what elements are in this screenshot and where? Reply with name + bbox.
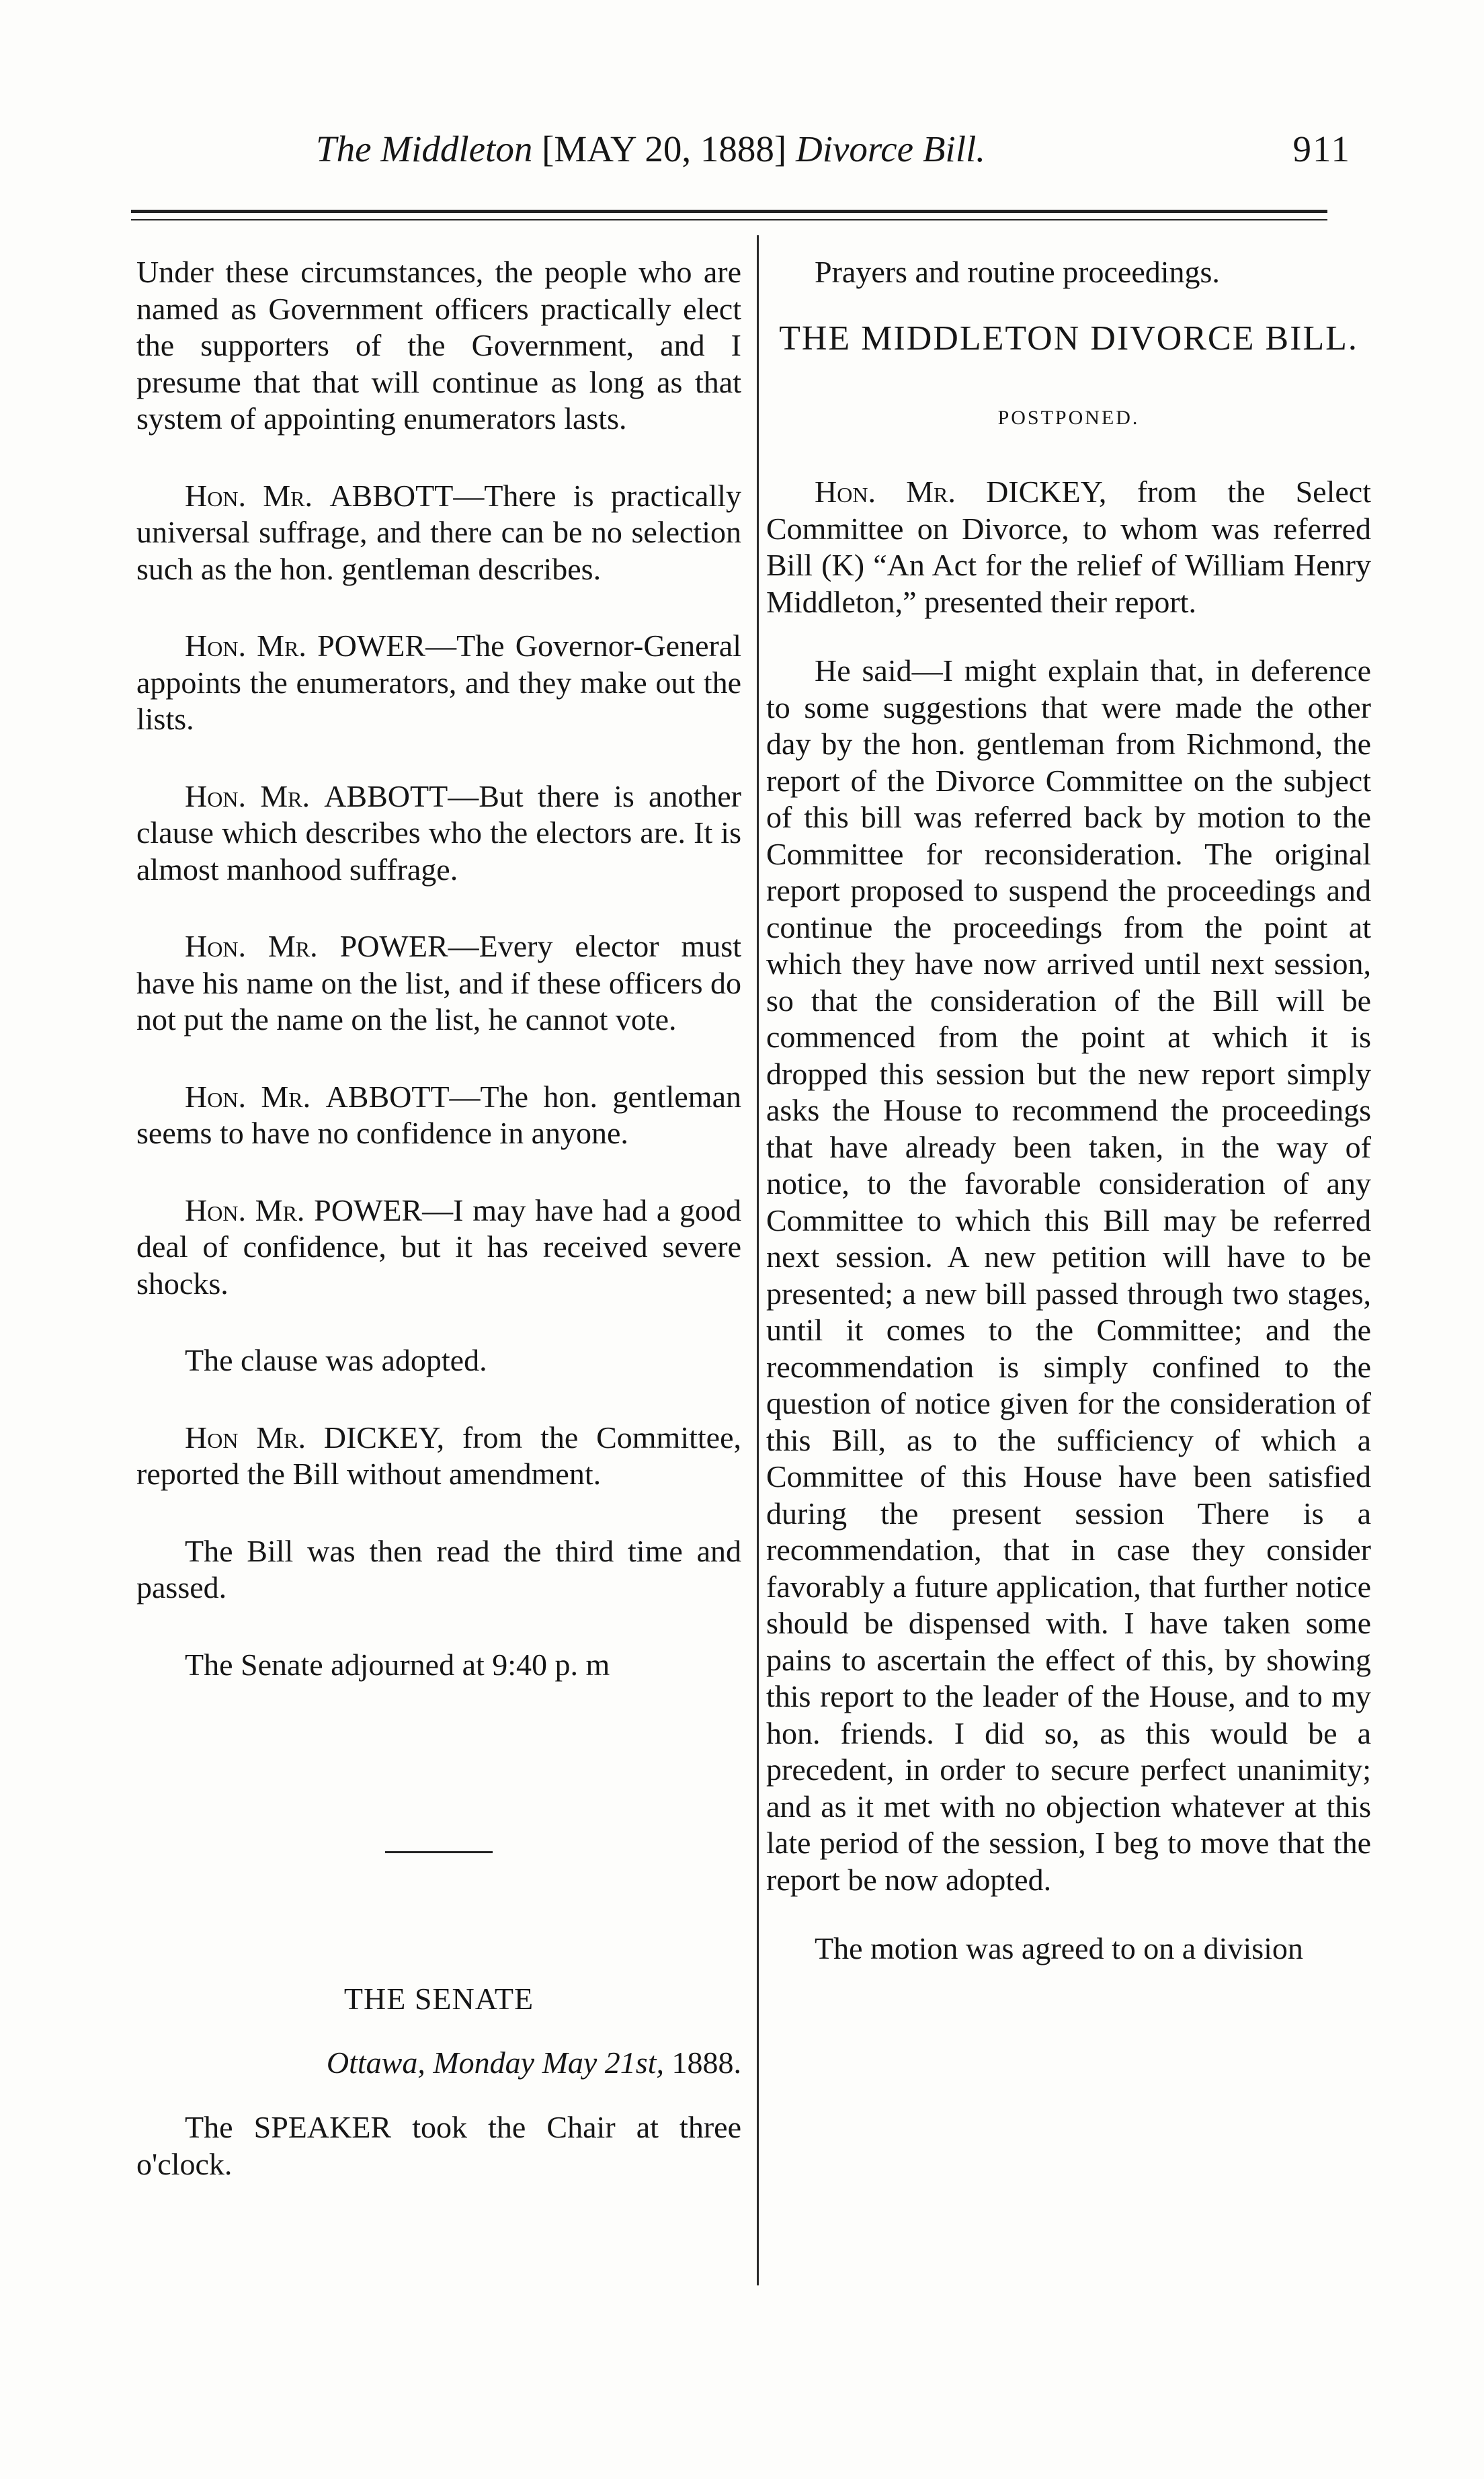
speech-text: —The hon. gentleman seems to have no confidence in anyone. — [136, 1079, 742, 1150]
header-rule-thin — [131, 219, 1327, 220]
speech-paragraph — [136, 778, 741, 889]
speaker-title: Hon. Mr. — [815, 475, 987, 509]
speech-text: —But there is another clause which describes who the electors are. It is almost manhood suffrage. — [136, 778, 741, 887]
speaker-name: ABBOTT — [324, 778, 448, 813]
running-title — [316, 128, 985, 170]
speech-text: , from the Select Committee on Divorce, to whom was referred Bill (K) “An Act for the relief of William Henry Middleton,” presented their report. — [766, 475, 1371, 619]
speech-paragraph — [136, 1079, 741, 1152]
speaker-title: Hon. Mr. — [185, 1079, 326, 1114]
speaker-name: ABBOTT — [329, 478, 454, 513]
speaker-name: POWER — [314, 1192, 423, 1227]
speech-paragraph — [136, 628, 741, 738]
paragraph: He said—I might explain that, in deference to some suggestions that were made the other day by the hon. gentleman from Richmond, the report of the Divorce Committee on the subject of this bill was referred back by motion to the Committee for reconsideration. The original report proposed to suspend the proceedings and continue the proceedings from the point at which they have now arrived until next session, so that the consideration of the Bill will be commenced from the point at which it is dropped this session but the new report simply asks the House to recommend the proceedings that have already been taken, in the way of notice, to the favorable consideration of any Committee to which this Bill may be referred next session. A new petition will have to be presented; a new bill passed through two stages, until it comes to the Committee; and the recommendation is simply confined to the question of notice given for the consideration of this Bill, as to the sufficiency of which a Committee of this House have been satisfied during the present session There is a recommendation, that in case they consider favorably a future application, that further notice should be dispensed with. I have taken some pains to ascertain the effect of this, by showing this report to the leader of the House, and to my hon. friends. I did so, as this would be a precedent, in order to secure perfect unanimity; and as it met with no objection whatever at this late period of the session, I beg to move that the report be now adopted. — [766, 653, 1371, 1897]
senate-heading: THE SENATE — [343, 1982, 534, 2016]
left-column — [136, 254, 741, 2183]
column-divider — [757, 235, 759, 2285]
header-rule-thick — [131, 210, 1327, 213]
speech-paragraph — [136, 928, 741, 1039]
speech-text: —Every elector must have his name on the list, and if these officers do not put the name on the list, he cannot vote. — [136, 929, 741, 1037]
page-number: 911 — [1292, 128, 1351, 169]
speech-paragraph — [136, 1420, 741, 1493]
paragraph: The motion was agreed to on a division — [815, 1931, 1303, 1965]
speech-paragraph — [136, 1192, 741, 1303]
speaker-name: ABBOTT — [325, 1079, 450, 1114]
date-year: 1888. — [671, 2045, 741, 2080]
paragraph: Prayers and routine proceedings. — [815, 255, 1220, 289]
title-date: [MAY 20, 1888] — [542, 128, 787, 169]
paragraph: The Bill was then read the third time and passed. — [136, 1533, 741, 1604]
speaker-name: DICKEY — [986, 475, 1099, 509]
speaker-title: Hon. Mr. — [185, 628, 318, 663]
paragraph: Under these circumstances, the people who are named as Government officers practically elect the supporters of the Government, and I presume that that will continue as long as that system of appointing enumerators lasts. — [136, 255, 741, 436]
title-part-2: Divorce Bill. — [795, 128, 986, 169]
title-part-1: The Middleton — [316, 128, 533, 169]
speaker-name: DICKEY — [323, 1420, 437, 1455]
speaker-name: POWER — [339, 929, 448, 963]
paragraph: The clause was adopted. — [185, 1343, 487, 1377]
paragraph: The Senate adjourned at 9:40 p. m — [185, 1647, 610, 1682]
section-subheading: POSTPONED. — [997, 406, 1140, 429]
speech-text: , from the Committee, reported the Bill without amendment. — [136, 1420, 741, 1491]
speaker-title: Hon Mr. — [185, 1420, 324, 1455]
speech-paragraph — [766, 474, 1371, 620]
date-place: Ottawa, Monday May 21st, — [326, 2045, 672, 2080]
right-column — [766, 254, 1371, 1967]
speech-text: —I may have had a good deal of confidence, but it has received severe shocks. — [136, 1192, 742, 1301]
speech-paragraph — [136, 478, 741, 588]
speech-text: —There is practically universal suffrage, and there can be no selection such as the hon. gentleman describes. — [136, 478, 742, 586]
sitting-date — [136, 2045, 741, 2082]
speaker-title: Hon. Mr. — [185, 1192, 315, 1227]
speaker-title: Hon. Mr. — [185, 778, 325, 813]
speaker-name: POWER — [317, 628, 426, 663]
paragraph: The SPEAKER took the Chair at three o'clock. — [136, 2110, 741, 2181]
running-head — [134, 128, 1351, 188]
speech-text: —The Governor-General appoints the enumerators, and they make out the lists. — [136, 628, 742, 736]
speaker-title: Hon. Mr. — [185, 929, 340, 963]
speaker-title: Hon. Mr. — [185, 478, 330, 513]
section-heading: THE MIDDLETON DIVORCE BILL. — [779, 319, 1358, 358]
